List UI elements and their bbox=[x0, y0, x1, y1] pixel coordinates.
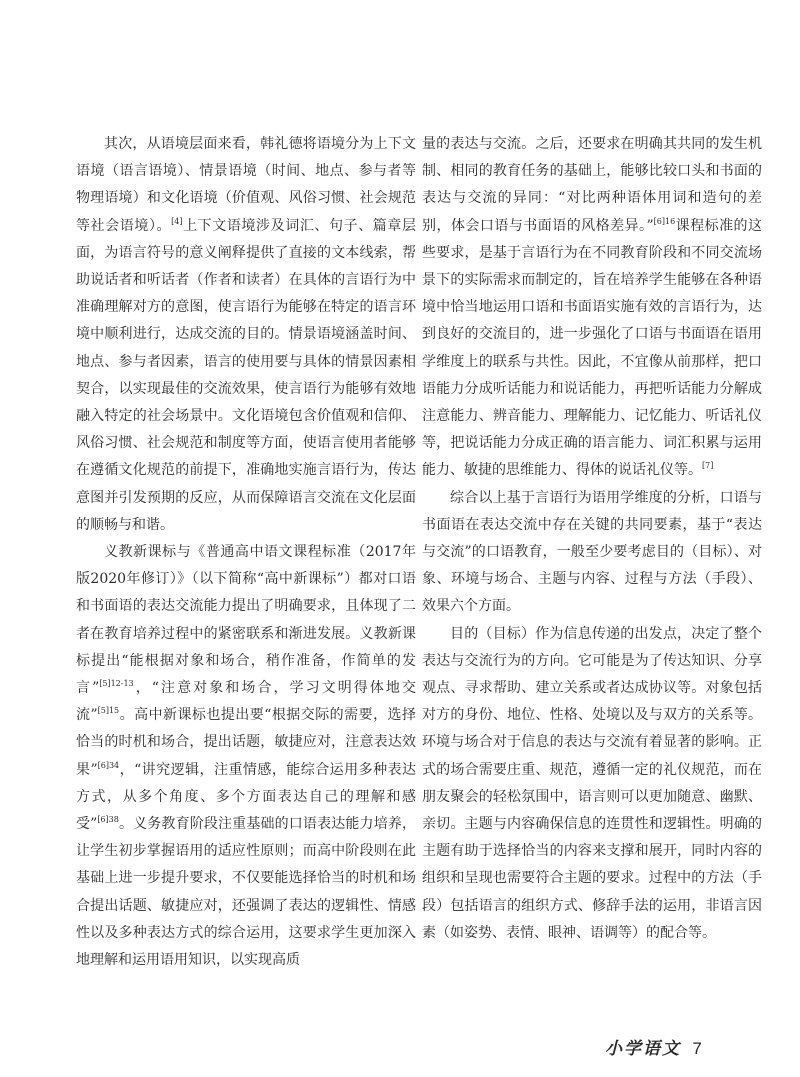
citation-ref: [7] bbox=[702, 461, 714, 471]
text-run: ，“讲究逻辑，注重情感，能综合运用多种表达方式，从多个角度、多个方面表达自己的理解和感受” bbox=[76, 761, 416, 833]
text-run: 义教新课标与《普通高中语文课程标准（2017年版2020年修订）》（以下简称“高中新课标”）都对口语和书面语的表达交流能力提出了明确要求，且体现了二者在教育培养过程中的紧密联系和渐进发展。义教新课标提出“能根据对象和场合，稍作准备，作简单的发言” bbox=[76, 544, 416, 697]
left-column bbox=[76, 131, 416, 974]
citation-ref: [5]12-13 bbox=[99, 679, 134, 689]
page-footer bbox=[605, 1034, 702, 1059]
citation-ref: [6]38 bbox=[97, 815, 119, 825]
page-number: 7 bbox=[692, 1039, 702, 1058]
text-run: 量的表达与交流。之后，还要求在明确其共同的发生机制、相同的教育任务的基础上，能够比较口头和书面的表达与交流的异同：“对比两种语体用词和造句的差别，体会口语与书面语的风格差异。” bbox=[422, 136, 762, 234]
text-run: 上下文语境涉及词汇、句子、篇章层面，为语言符号的意义阐释提供了直接的文本线索，帮助说话者和听话者（作者和读者）在具体的言语行为中准确理解对方的意图，使言语行为能够在特定的语言环境中顺利进行，达成交流的目的。情景语境涵盖时间、地点、参与者因素，语言的使用要与具体的情景因素相契合，以实现最佳的交流效果，使言语行为能够有效地融入特定的社会场景中。文化语境包含价值观和信仰、风俗习惯、社会规范和制度等方面，使语言使用者能够在遵循文化规范的前提下，准确地实施言语行为，传达意图并引发预期的反应，从而保障语言交流在文化层面的顺畅与和谐。 bbox=[76, 217, 416, 533]
paragraph bbox=[422, 485, 762, 621]
text-run: ，“注意对象和场合，学习文明得体地交流” bbox=[76, 680, 416, 724]
text-run: 课程标准的这些要求，是基于言语行为在不同教育阶段和不同交流场景下的实际需求而制定的，旨在培养学生能够在各种语境中恰当地运用口语和书面语实施有效的言语行为，达到良好的交流目的，进一步强化了口语与书面语在语用学维度上的联系与共性。因此，不宜像从前那样，把口语能力分成听话能力和说话能力，再把听话能力分解成注意能力、辨音能力、理解能力、记忆能力、听话礼仪等，把说话能力分成正确的语言能力、词汇积累与运用能力、敏捷的思维能力、得体的说话礼仪等。 bbox=[422, 217, 763, 479]
paragraph bbox=[422, 621, 762, 947]
citation-ref: [6]34 bbox=[97, 760, 120, 770]
text-run: 。高中新课标也提出要“根据交际的需要，选择恰当的时机和场合，提出话题，敏捷应对，注意表达效果” bbox=[76, 707, 416, 778]
paragraph bbox=[422, 131, 762, 485]
paragraph bbox=[76, 131, 416, 539]
text-run: 目的（目标）作为信息传递的出发点，决定了整个表达与交流行为的方向。它可能是为了传达知识、分享观点、寻求帮助、建立关系或者达成协议等。对象包括对方的身份、地位、性格、处境以及与双方的关系等。环境与场合对于信息的表达与交流有着显著的影响。正式的场合需要庄重、规范，遵循一定的礼仪规范，而在朋友聚会的轻松氛围中，语言则可以更加随意、幽默、亲切。主题与内容确保信息的连贯性和逻辑性。明确的主题有助于选择恰当的内容来支撑和展开，同时内容的组织和呈现也需要符合主题的要求。过程中的方法（手段）包括语言的组织方式、修辞手法的运用，非语言因素（如姿势、表情、眼神、语调等）的配合等。 bbox=[422, 625, 762, 941]
text-run: 综合以上基于言语行为语用学维度的分析，口语与书面语在表达交流中存在关键的共同要素，基于“表达与交流”的口语教育，一般至少要考虑目的（目标）、对象、环境与场合、主题与内容、过程与方法（手段）、效果六个方面。 bbox=[422, 489, 762, 615]
text-run: 其次，从语境层面来看，韩礼德将语境分为上下文语境（语言语境）、情景语境（时间、地点、参与者等物理语境）和文化语境（价值观、风俗习惯、社会规范等社会语境）。 bbox=[76, 136, 416, 234]
citation-ref: [5]15 bbox=[97, 706, 120, 716]
journal-name: 小学语文 bbox=[605, 1039, 681, 1059]
right-column bbox=[422, 131, 762, 947]
text-run: 。义务教育阶段注重基础的口语表达能力培养，让学生初步掌握语用的适应性原则；而高中阶段则在此基础上进一步提升要求，不仅要能选择恰当的时机和场合提出话题、敏捷应对，还强调了表达的逻辑性、情感性以及多种表达方式的综合运用，这要求学生更加深入地理解和运用语用知识，以实现高质 bbox=[76, 816, 416, 969]
paragraph bbox=[76, 539, 416, 974]
citation-ref: [4] bbox=[171, 216, 183, 226]
citation-ref: [6]16 bbox=[653, 216, 676, 226]
